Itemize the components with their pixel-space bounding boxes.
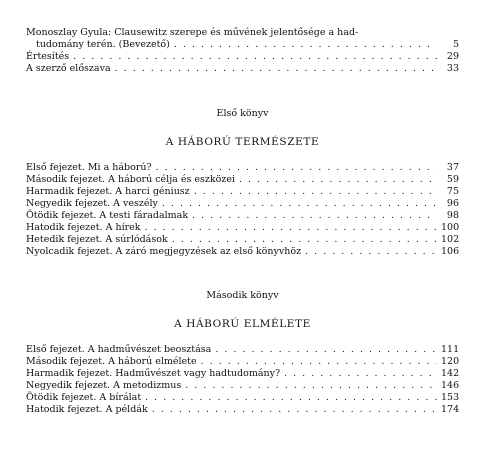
toc-page-number: 106 [441,246,460,257]
toc-page-number: 142 [441,368,460,379]
dot-leader [174,39,437,51]
dot-leader [201,356,437,368]
toc-entry-chapter [26,222,459,234]
toc-entry-title: Ötödik fejezet. A bírálat [26,392,142,403]
toc-page-number: 5 [452,39,459,50]
toc-entry-introduction [26,27,459,51]
toc-page-number: 29 [446,51,459,62]
toc-entry-title: Hatodik fejezet. A hírek [26,222,141,233]
dot-leader [172,234,437,246]
toc-entry-title: Negyedik fejezet. A veszély [26,198,158,209]
toc-entry-title: Hatodik fejezet. A példák [26,404,148,415]
toc-entry-chapter [26,174,459,186]
toc-entry-chapter [26,210,459,222]
dot-leader [156,162,437,174]
toc-entry-chapter [26,392,459,404]
toc-entry-title: Ötödik fejezet. A testi fáradalmak [26,210,189,221]
dot-leader [73,51,437,63]
toc-page-number: 174 [441,404,460,415]
toc-entry-title-line2: tudomány terén. (Bevezető) [36,39,170,50]
dot-leader [194,186,437,198]
dot-leader [284,368,437,380]
toc-page-number: 96 [446,198,459,209]
toc-entry-chapter [26,380,459,392]
toc-page-number: 111 [441,344,460,355]
toc-page-number: 100 [441,222,460,233]
toc-entry-chapter [26,234,459,246]
toc-entry-chapter [26,344,459,356]
toc-entry-title: A szerző előszava [26,63,111,74]
toc-entry-title-line1: Monoszlay Gyula: Clausewitz szerepe és művének jelentősége a had- [26,27,359,38]
toc-entry-chapter [26,356,459,368]
toc-entry-title: Hetedik fejezet. A súrlódások [26,234,168,245]
toc-entry-chapter [26,198,459,210]
dot-leader [115,63,437,75]
dot-leader [305,246,437,258]
toc-entry-title: Negyedik fejezet. A metodizmus [26,380,182,391]
dot-leader [152,404,437,416]
toc-entry-notice [26,51,459,63]
toc-entry-title: Első fejezet. A hadművészet beosztása [26,344,212,355]
dot-leader [239,174,437,186]
toc-entry-title: Értesítés [26,51,70,62]
toc-entry-title: Nyolcadik fejezet. A záró megjegyzések az első könyvhöz [26,246,302,257]
toc-entry-chapter [26,246,459,258]
book1-label: Első könyv [216,108,269,119]
toc-page-number: 146 [441,380,460,391]
dot-leader [185,380,437,392]
toc-page-number: 98 [446,210,459,221]
toc-page-number: 37 [446,162,459,173]
toc-page-number: 102 [441,234,460,245]
toc-entry-chapter [26,186,459,198]
toc-entry-title: Harmadik fejezet. Hadművészet vagy hadtudomány? [26,368,281,379]
toc-entry-chapter [26,404,459,416]
book1-chapter-list [26,162,459,258]
toc-entry-author-preface [26,63,459,75]
toc-page-number: 59 [446,174,459,185]
book2-label: Második könyv [206,290,279,301]
toc-page-number: 75 [446,186,459,197]
dot-leader [145,392,437,404]
dot-leader [145,222,437,234]
dot-leader [162,198,437,210]
book1-title: A HÁBORÚ TERMÉSZETE [165,136,320,148]
toc-entry-chapter [26,162,459,174]
toc-entry-title: Első fejezet. Mi a háború? [26,162,152,173]
toc-page-number: 120 [441,356,460,367]
toc-entry-title: Harmadik fejezet. A harci géniusz [26,186,190,197]
book2-chapter-list [26,344,459,416]
dot-leader [215,344,437,356]
dot-leader [192,210,437,222]
toc-entry-chapter [26,368,459,380]
book2-title: A HÁBORÚ ELMÉLETE [174,318,311,330]
toc-entry-title: Második fejezet. A háború célja és eszközei [26,174,235,185]
toc-page-number: 33 [446,63,459,74]
toc-page-number: 153 [441,392,460,403]
toc-entry-title: Második fejezet. A háború elmélete [26,356,197,367]
